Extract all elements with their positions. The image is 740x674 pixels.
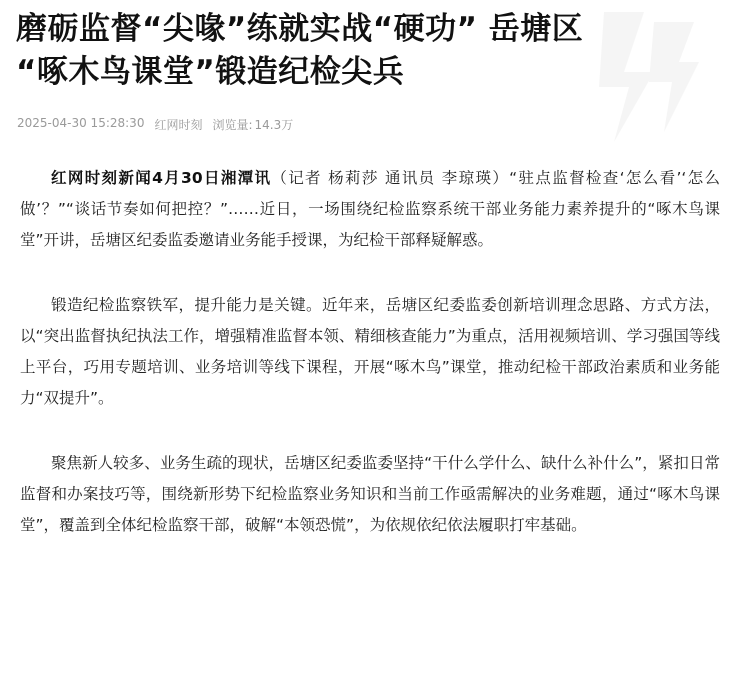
article-meta [0,116,740,133]
article-source: 红网时刻 [154,118,203,132]
article-title-line-2: “啄木鸟课堂”锻造纪检尖兵 [16,54,405,90]
view-count [212,116,293,133]
article-title-line-1: 磨砺监督“尖喙”练就实战“硬功” 岳塘区 [16,11,584,47]
paragraph-1-text: （记者 杨莉莎 通讯员 李琼瑛）“驻点监督检查‘怎么看’‘怎么做’？”“谈话节奏如何把控？”……近日，一场围绕纪检监察系统干部业务能力素养提升的“啄木鸟课堂”开讲，岳塘区纪委监委邀请业务能手授课，为纪检干部释疑解惑。 [20,169,720,249]
view-count-label: 浏览量: [212,118,253,132]
article-body [0,163,740,541]
article-title [0,0,740,94]
paragraph-3: 聚焦新人较多、业务生疏的现状，岳塘区纪委监委坚持“干什么学什么、缺什么补什么”，紧扣日常监督和办案技巧等，围绕新形势下纪检监察业务知识和当前工作亟需解决的业务难题，通过“啄木鸟课堂”，覆盖到全体纪检监察干部，破解“本领恐慌”，为依规依纪依法履职打牢基础。 [20,454,720,534]
view-count-value: 14.3万 [254,118,294,132]
paragraph-1 [20,163,720,256]
paragraph-2: 锻造纪检监察铁军，提升能力是关键。近年来，岳塘区纪委监委创新培训理念思路、方式方法，以“突出监督执纪执法工作，增强精准监督本领、精细核查能力”为重点，活用视频培训、学习强国等线上平台，巧用专题培训、业务培训等线下课程，开展“啄木鸟”课堂，推动纪检干部政治素质和业务能力“双提升”。 [20,296,720,407]
publish-datetime: 2025-04-30 15:28:30 [17,116,145,130]
dateline: 红网时刻新闻4月30日湘潭讯 [51,169,272,187]
